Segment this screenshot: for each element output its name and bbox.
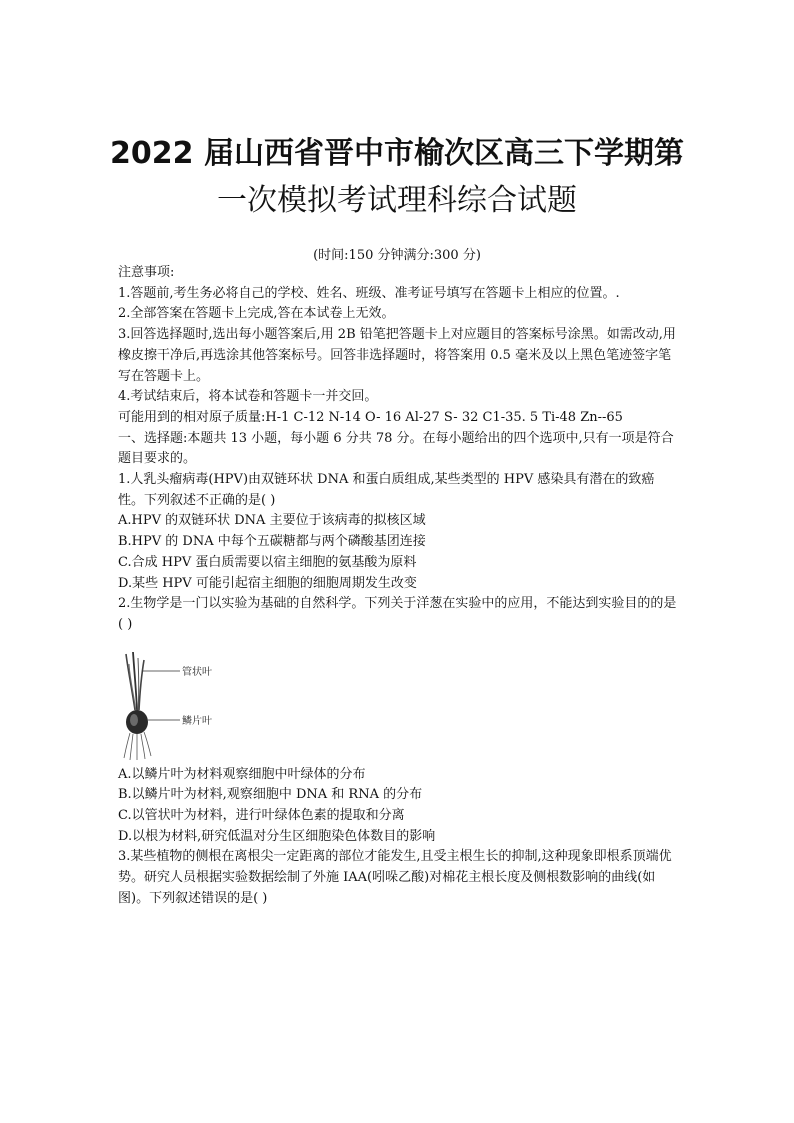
q1-stem: 1.人乳头瘤病毒(HPV)由双链环状 DNA 和蛋白质组成,某些类型的 HPV 感染具有潜在的致癌性。下列叙述不正确的是( ) [118, 472, 655, 508]
q3-stem: 3.某些植物的侧根在离根尖一定距离的部位才能发生,且受主根生长的抑制,这种现象即根系顶端优势。研究人员根据实验数据绘制了外施 IAA(吲哚乙酸)对棉花主根长度及侧根数影响的曲线(如图)。下列叙述错误的是( ) [118, 849, 672, 906]
q1-option-d: D.某些 HPV 可能引起宿主细胞的细胞周期发生改变 [118, 575, 417, 591]
label-tubular-leaf: 管状叶 [182, 666, 212, 678]
page-title-line1: 2022 届山西省晋中市榆次区高三下学期第 [110, 136, 684, 171]
q1-option-a: A.HPV 的双链环状 DNA 主要位于该病毒的拟核区域 [118, 513, 426, 529]
q2-option-a: A.以鳞片叶为材料观察细胞中叶绿体的分布 [118, 766, 366, 782]
onion-figure [118, 650, 680, 761]
page-title-line2: 一次模拟考试理科综合试题 [217, 183, 577, 218]
label-scale-leaf: 鳞片叶 [182, 715, 212, 727]
atomic-masses: 可能用到的相对原子质量:H-1 C-12 N-14 O- 16 Al-27 S- 32 C1-35. 5 Ti-48 Zn--65 [118, 409, 623, 425]
exam-content [118, 263, 680, 910]
q2-stem: 2.生物学是一门以实验为基础的自然科学。下列关于洋葱在实验中的应用，不能达到实验目的的是( ) [118, 596, 677, 632]
q1-option-c: C.合成 HPV 蛋白质需要以宿主细胞的氨基酸为原料 [118, 554, 417, 570]
notice-item-2: 2.全部答案在答题卡上完成,答在本试卷上无效。 [118, 306, 395, 322]
onion-illustration [118, 650, 238, 761]
exam-time-info: (时间:150 分钟满分:300 分) [313, 248, 481, 263]
notice-item-4: 4.考试结束后，将本试卷和答题卡一并交回。 [118, 389, 378, 405]
q2-option-b: B.以鳞片叶为材料,观察细胞中 DNA 和 RNA 的分布 [118, 787, 423, 803]
q1-option-b: B.HPV 的 DNA 中每个五碳糖都与两个磷酸基团连接 [118, 534, 426, 550]
notice-item-1: 1.答题前,考生务必将自己的学校、姓名、班级、准考证号填写在答题卡上相应的位置。. [118, 285, 620, 301]
q2-option-c: C.以管状叶为材料，进行叶绿体色素的提取和分离 [118, 808, 405, 824]
notice-heading: 注意事项: [118, 265, 175, 280]
notice-item-3: 3.回答选择题时,选出每小题答案后,用 2B 铅笔把答题卡上对应题目的答案标号涂黑。如需改动,用橡皮擦干净后,再选涂其他答案标号。回答非选择题时，将答案用 0.5 毫米及以上黑色笔迹签字笔写在答题卡上。 [118, 327, 676, 384]
q2-option-d: D.以根为材料,研究低温对分生区细胞染色体数目的影响 [118, 828, 436, 844]
section1-heading: 一、选择题:本题共 13 小题，每小题 6 分共 78 分。在每小题给出的四个选项中,只有一项是符合题目要求的。 [118, 430, 674, 467]
